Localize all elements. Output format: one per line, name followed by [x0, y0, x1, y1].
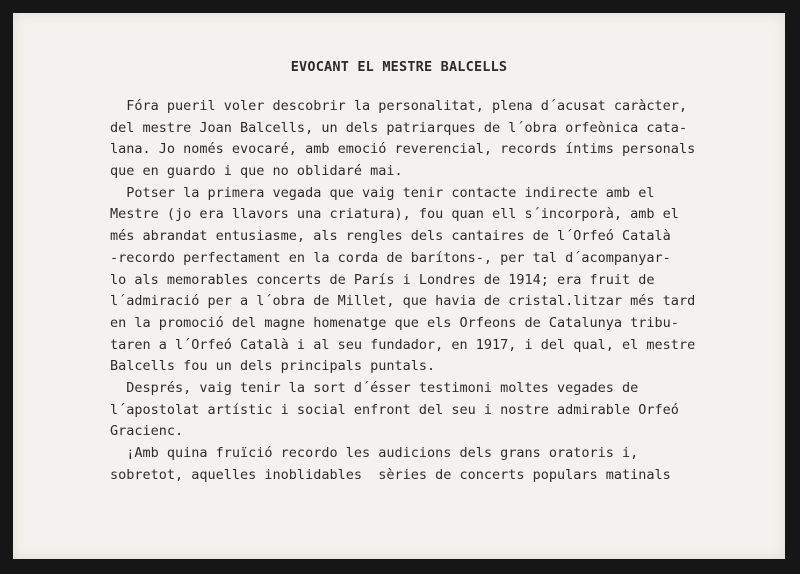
text-line: del mestre Joan Balcells, un dels patriarques de l´obra orfeònica cata-	[110, 119, 688, 136]
text-line: lana. Jo només evocaré, amb emoció reverencial, records íntims personals	[110, 141, 696, 158]
text-line: Després, vaig tenir la sort d´ésser testimoni moltes vegades de	[110, 379, 639, 396]
text-line: sobretot, aquelles inoblidables sèries de concerts populars matinals	[110, 466, 671, 483]
text-line: -recordo perfectament en la corda de barítons-, per tal d´acompanyar-	[110, 249, 671, 266]
text-line: l´apostolat artístic i social enfront del seu i nostre admirable Orfeó	[110, 401, 679, 418]
text-line: Potser la primera vegada que vaig tenir contacte indirecte amb el	[110, 184, 655, 201]
text-line: l´admiració per a l´obra de Millet, que havia de cristal.litzar més tard	[110, 293, 696, 310]
text-line: que en guardo i que no oblidaré mai.	[110, 163, 403, 180]
text-line: lo als memorables concerts de París i Londres de 1914; era fruit de	[110, 271, 655, 288]
text-line: en la promoció del magne homenatge que els Orfeons de Catalunya tribu-	[110, 314, 679, 331]
typewritten-page	[13, 13, 785, 559]
text-line: Mestre (jo era llavors una criatura), fou quan ell s´incorporà, amb el	[110, 206, 679, 223]
page-title: EVOCANT EL MESTRE BALCELLS	[290, 59, 508, 75]
text-line: taren a l´Orfeó Català i al seu fundador, en 1917, i del qual, el mestre	[110, 336, 696, 353]
body-text	[110, 96, 790, 486]
text-line: Gracienc.	[110, 423, 184, 440]
text-line: Balcells fou un dels principals puntals.	[110, 358, 436, 375]
text-line: ¡Amb quina fruïció recordo les audicions dels grans oratoris i,	[110, 445, 639, 461]
text-line: més abrandat entusiasme, als rengles dels cantaires de l´Orfeó Català	[110, 228, 671, 245]
text-line: Fóra pueril voler descobrir la personalitat, plena d´acusat caràcter,	[110, 98, 688, 114]
